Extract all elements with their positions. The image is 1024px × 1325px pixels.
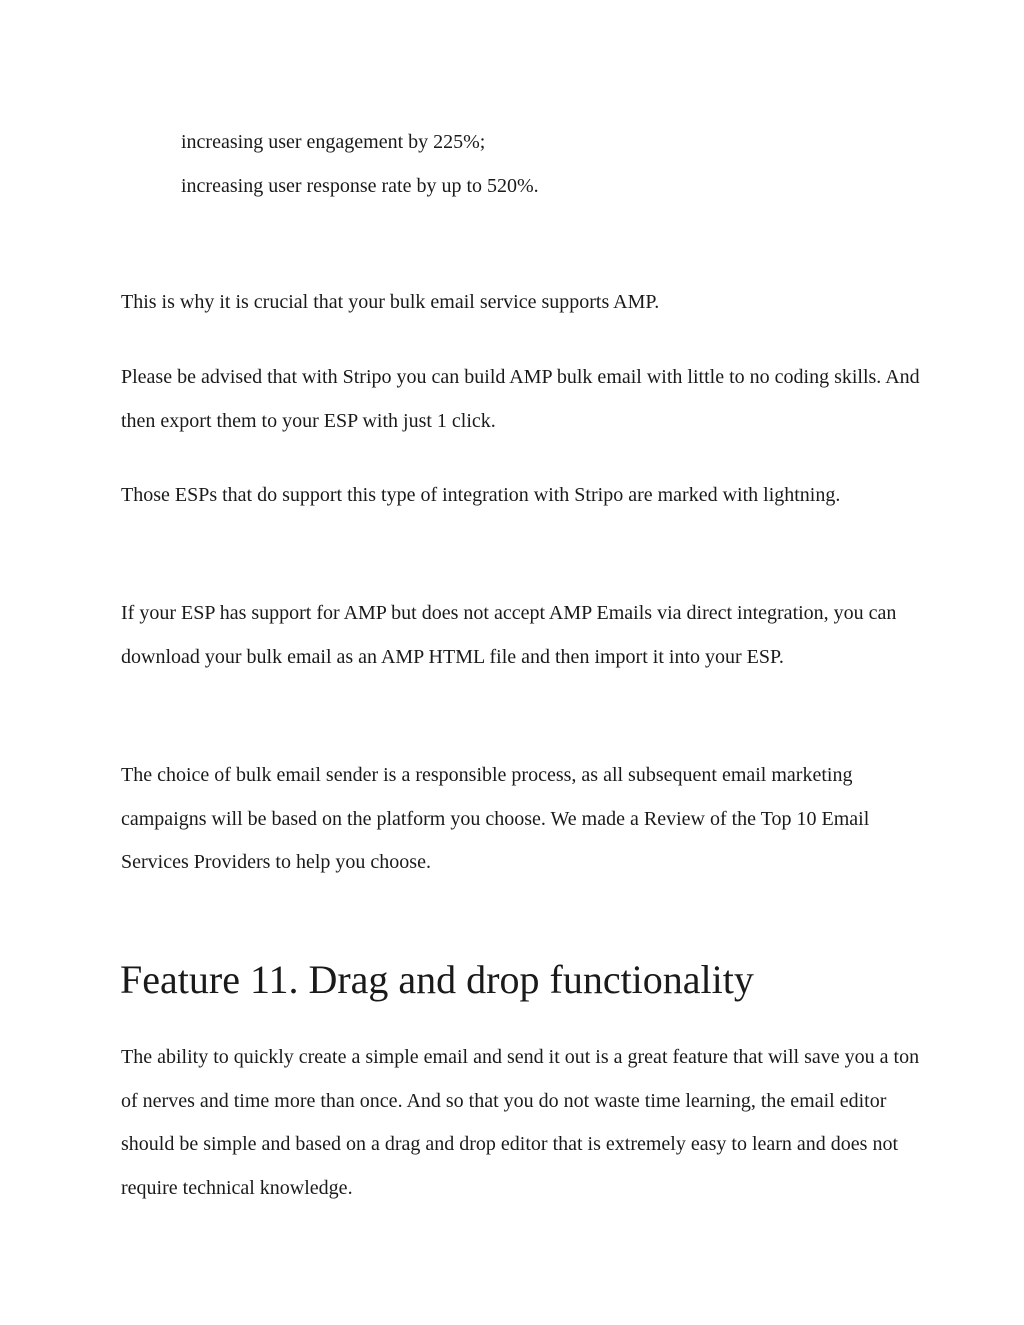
- list-item: increasing user response rate by up to 520%.: [181, 175, 539, 197]
- paragraph-amp-download: If your ESP has support for AMP but does not accept AMP Emails via direct integration, you can download your bulk email as an AMP HTML file and then import it into your ESP.: [121, 602, 897, 668]
- list-item: increasing user engagement by 225%;: [181, 131, 486, 153]
- stats-list: [181, 120, 539, 208]
- paragraph-amp-support: This is why it is crucial that your bulk email service supports AMP.: [121, 291, 660, 313]
- section-heading: Feature 11. Drag and drop functionality: [120, 957, 754, 1002]
- paragraph-stripo-amp: Please be advised that with Stripo you can build AMP bulk email with little to no coding skills. And then export them to your ESP with just 1 click.: [121, 366, 920, 432]
- paragraph-drag-and-drop: The ability to quickly create a simple email and send it out is a great feature that will save you a ton of nerves and time more than once. And so that you do not waste time learning, the email editor should be simple and based on a drag and drop editor that is extremely easy to learn and does not require technical knowledge.: [121, 1046, 920, 1199]
- paragraph-esp-lightning: Those ESPs that do support this type of integration with Stripo are marked with lightning.: [121, 484, 841, 506]
- paragraph-choice-of-sender: The choice of bulk email sender is a responsible process, as all subsequent email marketing campaigns will be based on the platform you choose. We made a Review of the Top 10 Email Services Providers to help you choose.: [121, 764, 870, 873]
